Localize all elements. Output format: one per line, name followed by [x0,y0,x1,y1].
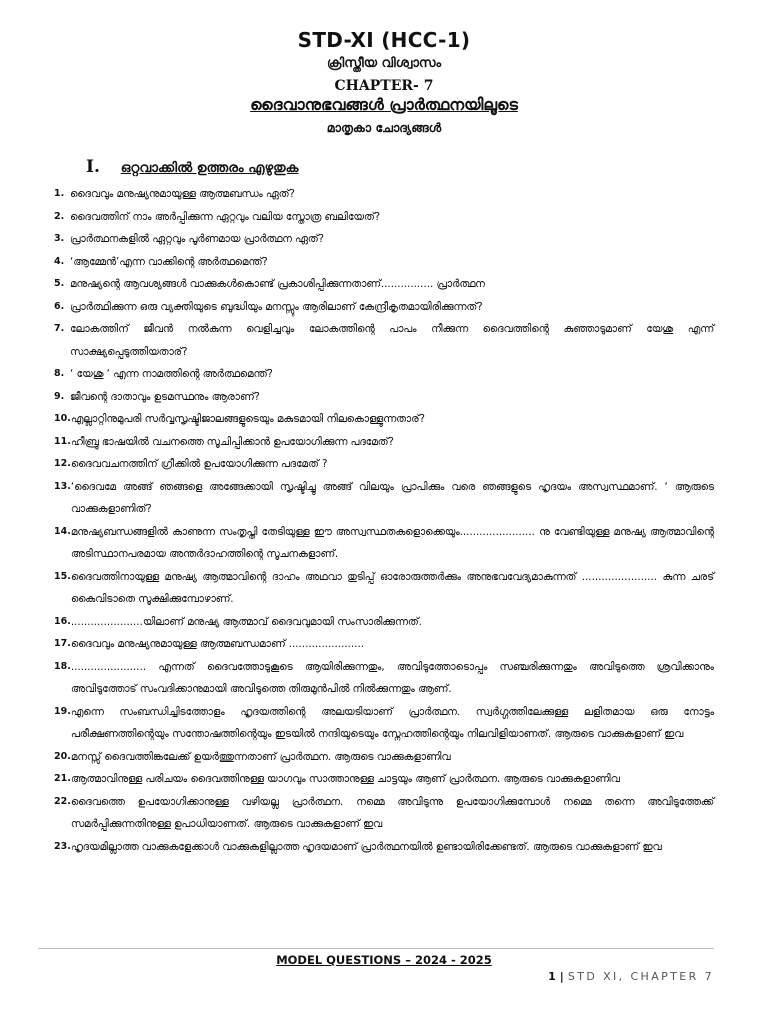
question-text: പ്രാർത്ഥിക്കുന്ന ഒരു വ്യക്തിയുടെ ബുദ്ധിയും മനസ്സും ആരിലാണ് കേന്ദ്രീകൃതമായിരിക്കുന്നത്? [70,300,483,313]
question-text: ......................യിലാണ് മനുഷ്യ ആത്മാവ് ദൈവവുമായി സംസാരിക്കുന്നത്. [70,615,422,628]
question-text: ദൈവവചനത്തിന് ഗ്രീക്കിൽ ഉപയോഗിക്കുന്ന പദമേത് ? [70,458,328,470]
question-text: മനസ്സ് ദൈവത്തിങ്കലേക്ക് ഉയർത്തുന്നതാണ് പ്രാർത്ഥന. ആരുടെ വാക്കുകളാണിവ [70,750,451,763]
section-number: I. [86,157,100,177]
question-number: 3. [54,233,65,244]
question-text: ....................... എന്നത് ദൈവത്തോടുകൂടെ ആയിരിക്കുന്നതും, അവിടുത്തോടൊപ്പം സഞ്ചരിക്കുന്നതും അവിടുത്തെ ശ്രവിക്കാനും അവിടുത്തോട് സംവദിക്കാനുമായി അവിടുത്തെ തിരുമുൻപിൽ നിൽക്കുന്നതും ആണ്. [70,660,714,695]
question-text: ഹൃദയമില്ലാത്ത വാക്കുകളേക്കാൾ വാക്കുകളില്ലാത്ത ഹൃദയമാണ് പ്രാർത്ഥനയിൽ ഉണ്ടായിരിക്കേണ്ടത്. ആരുടെ വാക്കുകളാണ് ഇവ [70,840,662,853]
question-item [54,633,714,656]
chapter-heading: CHAPTER- 7 [334,78,434,94]
question-text: ‘ദൈവമേ അങ്ങ് ഞങ്ങളെ അങ്ങേക്കായി സൃഷ്ടിച്ചു അങ്ങ് വിലയും പ്രാപിക്കും വരെ ഞങ്ങളുടെ ഹൃദയം അസ്വസ്ഥമാണ്. ‘ ആരുടെ വാക്കുകളാണിത്? [70,480,714,515]
subject-heading: ക്രിസ്തീയ വിശ്വാസം [326,56,442,71]
question-number: 13. [54,480,71,492]
question-item [54,836,714,859]
question-number: 6. [54,300,65,312]
question-item [54,386,714,409]
question-number: 12. [54,458,71,469]
question-number: 15. [54,570,71,582]
question-item [54,408,714,431]
question-item [54,318,714,363]
question-number: 1. [54,188,65,199]
question-item [54,206,714,229]
question-item [54,611,714,634]
question-text: ഹീബ്രു ഭാഷയിൽ വചനത്തെ സൂചിപ്പിക്കാൻ ഉപയോഗിക്കുന്ന പദമേത്? [70,435,394,448]
question-item [54,183,714,206]
question-item [54,363,714,386]
question-number: 22. [54,795,71,807]
question-number: 16. [54,615,71,627]
page-label: STD XI, CHAPTER 7 [567,970,714,983]
question-text: ജീവന്റെ ദാതാവും ഉടമസ്ഥനും ആരാണ്? [70,390,260,403]
question-item [54,521,714,566]
question-number: 2. [54,210,65,222]
question-text: ലോകത്തിന് ജീവൻ നൽകുന്ന വെളിച്ചവും ലോകത്തിന്റെ പാപം നീക്കുന്ന ദൈവത്തിന്റെ കുഞ്ഞാടുമാണ് യേശു എന്ന് സാക്ഷ്യപ്പെടുത്തിയതാര്? [70,323,714,358]
question-item [54,431,714,454]
question-item [54,228,714,251]
question-text: മനുഷ്യബന്ധങ്ങളിൽ കാണുന്ന സംതൃപ്തി തേടിയുള്ള ഈ അസ്വസ്ഥതകളൊക്കെയും....................... നു വേണ്ടിയുള്ള മനുഷ്യ ആത്മാവിന്റെ അടിസ്ഥാനപരമായ അന്തർദാഹത്തിന്റെ സൂചനകളാണ്. [70,525,714,560]
question-item [54,656,714,701]
question-item [54,453,714,476]
question-text: ദൈവവും മനുഷ്യനുമായുള്ള ആത്മബന്ധം ഏത്? [70,188,295,200]
question-text: മനുഷ്യന്റെ ആവശ്യങ്ങൾ വാക്കുകൾകൊണ്ട് പ്രകാശിപ്പിക്കുന്നതാണ്................ പ്രാർത്ഥന [70,278,485,290]
question-text: ‘ആമ്മേൻ’എന്ന വാക്കിന്റെ അർത്ഥമെന്ത്? [70,255,268,268]
question-text: ദൈവവും മനുഷ്യനുമായുള്ള ആത്മബന്ധമാണ് ....................... [70,638,364,650]
footer-separator: | [559,970,564,983]
question-number: 4. [54,255,65,267]
question-text: ദൈവത്തിന് നാം അർപ്പിക്കുന്ന ഏറ്റവും വലിയ സ്തോത്ര ബലിയേത്? [70,210,381,223]
question-number: 8. [54,368,65,379]
question-list [54,183,714,858]
question-text: പ്രാർത്ഥനകളിൽ ഏറ്റവും പൂർണമായ പ്രാർത്ഥന ഏത്? [70,233,324,245]
chapter-title: ദൈവാനുഭവങ്ങൾ പ്രാർത്ഥനയിലൂടെ [250,95,518,114]
question-number: 7. [54,323,65,334]
class-heading: STD-XI (HCC-1) [297,28,471,52]
section-heading [86,157,298,177]
question-item [54,273,714,296]
question-text: ‘ യേശു ‘ എന്ന നാമത്തിന്റെ അർത്ഥമെന്ത്? [70,368,273,380]
question-item [54,791,714,836]
page-number: 1 [548,970,556,983]
question-text: എല്ലാറ്റിനുമുപരി സർവ്വസൃഷ്ടിജാലങ്ങളുടെയും മകുടമായി നിലകൊള്ളുന്നതാര്? [70,413,425,425]
question-item [54,476,714,521]
question-text: എന്നെ സംബന്ധിച്ചിടത്തോളം ഹൃദയത്തിന്റെ അലയടിയാണ് പ്രാർത്ഥന. സ്വർഗ്ഗത്തിലേക്കുള്ള ലളിതമായ ഒരു നോട്ടം പരീക്ഷണത്തിന്റെയും സന്തോഷത്തിന്റെയും ഇടയിൽ നന്ദിയുടെയും സ്നേഹത്തിന്റെയും നിലവിളിയാണത്. ആരുടെ വാക്കുകളാണ് ഇവ [70,705,714,740]
question-text: ആത്മാവിനുള്ള പരിചയം ദൈവത്തിനുള്ള യാഗവും സാത്താനുള്ള ചാട്ടയും ആണ് പ്രാർത്ഥന. ആരുടെ വാക്കുകളാണിവ [70,773,620,785]
question-number: 11. [54,435,71,447]
question-item [54,768,714,791]
question-number: 19. [54,705,71,717]
question-text: ദൈവത്തെ ഉപയോഗിക്കാനുള്ള വഴിയല്ല പ്രാർത്ഥന. നമ്മെ അവിടുന്നു ഉപയോഗിക്കുമ്പോൾ നമ്മെ തന്നെ അവിടുത്തേക്ക് സമർപ്പിക്കുന്നതിനുള്ള ഉപാധിയാണത്. ആരുടെ വാക്കുകളാണ് ഇവ [70,795,714,830]
question-number: 21. [54,773,71,784]
question-number: 18. [54,660,71,672]
question-item [54,251,714,274]
section-title: ഒറ്റവാക്കിൽ ഉത്തരം എഴുതുക [120,160,299,176]
question-number: 20. [54,750,71,762]
footer-model-questions: MODEL QUESTIONS – 2024 - 2025 [276,953,492,967]
question-item [54,746,714,769]
question-number: 17. [54,638,71,649]
question-number: 10. [54,413,71,424]
question-item [54,701,714,746]
question-item [54,566,714,611]
question-item [54,296,714,319]
model-questions-heading: മാതൃകാ ചോദ്യങ്ങൾ [326,120,442,135]
footer-divider [38,948,714,949]
footer-page-info [548,970,714,983]
question-number: 9. [54,390,65,402]
question-number: 23. [54,840,71,852]
question-number: 5. [54,278,65,289]
question-number: 14. [54,525,71,537]
question-text: ദൈവത്തിനായുള്ള മനുഷ്യ ആത്മാവിന്റെ ദാഹം അഥവാ തുടിപ്പ് ഓരോരുത്തർക്കും അനുഭവവേദ്യമാകുന്നത് ....................... കുന്ന ചരട് കൈവിടാതെ സൂക്ഷിക്കുമ്പോഴാണ്. [70,570,714,605]
